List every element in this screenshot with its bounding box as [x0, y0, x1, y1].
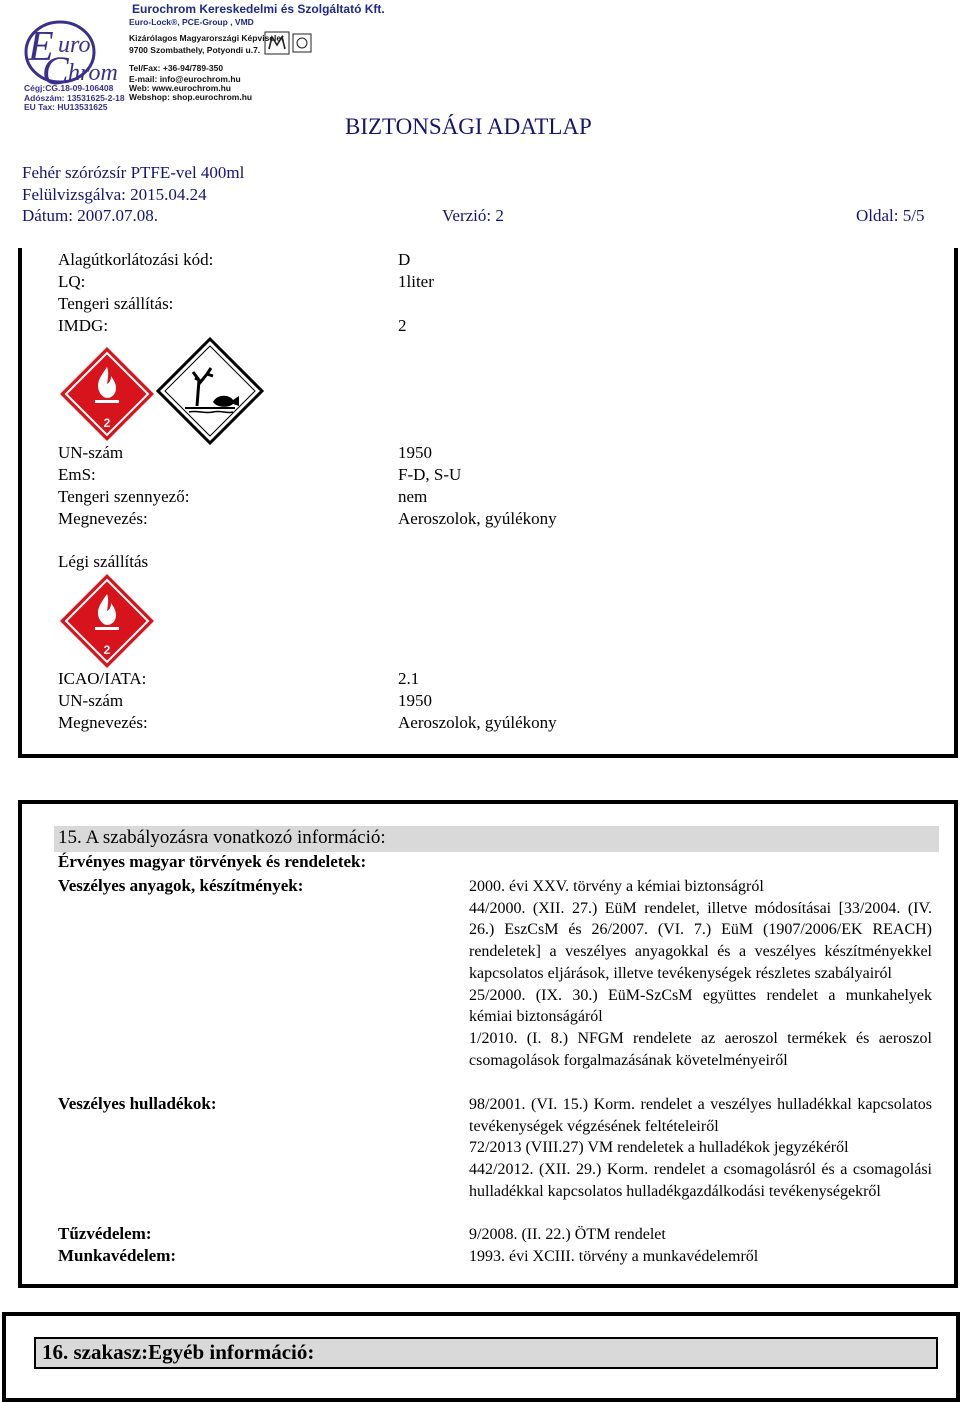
- company-logo: [22, 14, 132, 90]
- hazardous-waste-laws: [469, 1094, 932, 1203]
- fire-protection-law: 9/2008. (II. 22.) ÖTM rendelet: [469, 1226, 666, 1243]
- flammable-gas-icon-air: [58, 572, 156, 670]
- icao-iata-label: ICAO/IATA:: [58, 669, 147, 688]
- sea-transport-label: Tengeri szállítás:: [58, 294, 174, 313]
- marine-pollutant-value: nem: [398, 487, 428, 506]
- version: Verzió: 2: [442, 206, 504, 225]
- occupational-safety-label: Munkavédelem:: [58, 1246, 177, 1265]
- svg-text:hrom: hrom: [68, 60, 118, 86]
- imdg-label: IMDG:: [58, 316, 109, 335]
- hazardous-substances-laws: [469, 876, 932, 1071]
- marine-pollutant-label: Tengeri szennyező:: [58, 487, 190, 506]
- air-un-number-value: 1950: [398, 691, 432, 710]
- page-number: Oldal: 5/5: [856, 206, 925, 225]
- company-telfax: Tel/Fax: +36-94/789-350: [129, 63, 224, 73]
- ems-label: EmS:: [58, 465, 96, 484]
- company-registration: [24, 84, 125, 113]
- eu-tax: EU Tax: HU13531625: [24, 102, 108, 113]
- section-15-title: 15. A szabályozásra vonatkozó információ:: [58, 827, 386, 848]
- review-date: Felülvizsgálva: 2015.04.24: [22, 185, 207, 204]
- law-item: 2000. évi XXV. törvény a kémiai biztonságról: [469, 878, 764, 895]
- section-16-title: 16. szakasz:Egyéb információ:: [42, 1340, 315, 1364]
- law-item: 98/2001. (VI. 15.) Korm. rendelet a veszélyes hulladékkal kapcsolatos tevékenységek végzésének feltételeiről: [469, 1096, 932, 1135]
- cegjegyzek: Cégj:CG.18-09-106408: [24, 83, 114, 93]
- tunnel-code-value: D: [398, 250, 411, 269]
- certification-logo: [264, 31, 322, 61]
- hazardous-substances-label: Veszélyes anyagok, készítmények:: [58, 876, 304, 895]
- flammable-gas-icon: [58, 345, 156, 443]
- company-web: Web: www.eurochrom.hu: [129, 83, 232, 93]
- environmental-hazard-icon: [155, 336, 265, 446]
- lq-value: 1liter: [398, 272, 434, 291]
- law-item: 72/2013 (VIII.27) VM rendeletek a hulladékok jegyzékéről: [469, 1139, 849, 1157]
- un-number-label: UN-szám: [58, 443, 124, 462]
- air-shipping-name-label: Megnevezés:: [58, 713, 148, 732]
- company-webshop: Webshop: shop.eurochrom.hu: [129, 92, 253, 102]
- law-item: 44/2000. (XII. 27.) EüM rendelet, illetve módosításai [33/2004. (IV. 26.) EszCsM és 26/2007. (VI. 7.) EüM (1907/2006/EK REACH) rendeletek] a veszélyes anyagokkal és a veszélyes készítményekkel kapcsolatos eljárások, illetve tevékenységek részletes szabályairól: [469, 899, 932, 982]
- law-item: 442/2012. (XII. 29.) Korm. rendelet a csomagolásról és a csomagolási hulladékkal kapcsolatos hulladékgazdálkodási tevékenységekről: [469, 1161, 932, 1200]
- svg-text:C: C: [42, 48, 69, 90]
- tunnel-code-label: Alagútkorlátozási kód:: [58, 250, 214, 269]
- brand-line: Euro-Lock®, PCE-Group , VMD: [129, 17, 254, 27]
- fire-protection-label: Tűzvédelem:: [58, 1224, 152, 1243]
- air-transport-label: Légi szállítás: [58, 552, 149, 571]
- law-item: 25/2000. (IX. 30.) EüM-SzCsM együttes rendelet a munkahelyek kémiai biztonságáról: [469, 986, 932, 1026]
- ems-value: F-D, S-U: [398, 465, 462, 484]
- svg-text:uro: uro: [58, 32, 91, 58]
- company-name: Eurochrom Kereskedelmi és Szolgáltató Kft.: [132, 2, 385, 16]
- hazardous-waste-label: Veszélyes hulladékok:: [58, 1094, 217, 1113]
- imdg-value: 2: [398, 316, 407, 335]
- shipping-name-value: Aeroszolok, gyúlékony: [398, 509, 557, 528]
- shipping-name-label: Megnevezés:: [58, 509, 148, 528]
- adoszam: Adószám: 13531625-2-18: [24, 92, 125, 103]
- air-un-number-label: UN-szám: [58, 691, 124, 710]
- issue-date: Dátum: 2007.07.08.: [22, 206, 158, 225]
- icao-iata-value: 2.1: [398, 669, 420, 688]
- company-address: 9700 Szombathely, Potyondi u.7.: [129, 45, 261, 55]
- occupational-safety-law: 1993. évi XCIII. törvény a munkavédelemről: [469, 1248, 759, 1265]
- exclusive-representation: Kizárólagos Magyarországi Képviselet: [129, 33, 284, 43]
- air-shipping-name-value: Aeroszolok, gyúlékony: [398, 713, 557, 732]
- product-name: Fehér szórózsír PTFE-vel 400ml: [22, 163, 245, 182]
- un-number-value: 1950: [398, 443, 432, 462]
- svg-text:E: E: [28, 24, 54, 70]
- document-title: BIZTONSÁGI ADATLAP: [345, 114, 592, 139]
- section-15-subtitle: Érvényes magyar törvények és rendeletek:: [58, 852, 367, 871]
- lq-label: LQ:: [58, 272, 86, 291]
- hazard-class-number-air: 2: [103, 643, 111, 657]
- hazard-class-number: 2: [103, 416, 111, 430]
- law-item: 1/2010. (I. 8.) NFGM rendelete az aeroszol termékek és aeroszol csomagolások forgalmazásának követelményeiről: [469, 1029, 932, 1069]
- company-email: E-mail: info@eurochrom.hu: [129, 74, 241, 84]
